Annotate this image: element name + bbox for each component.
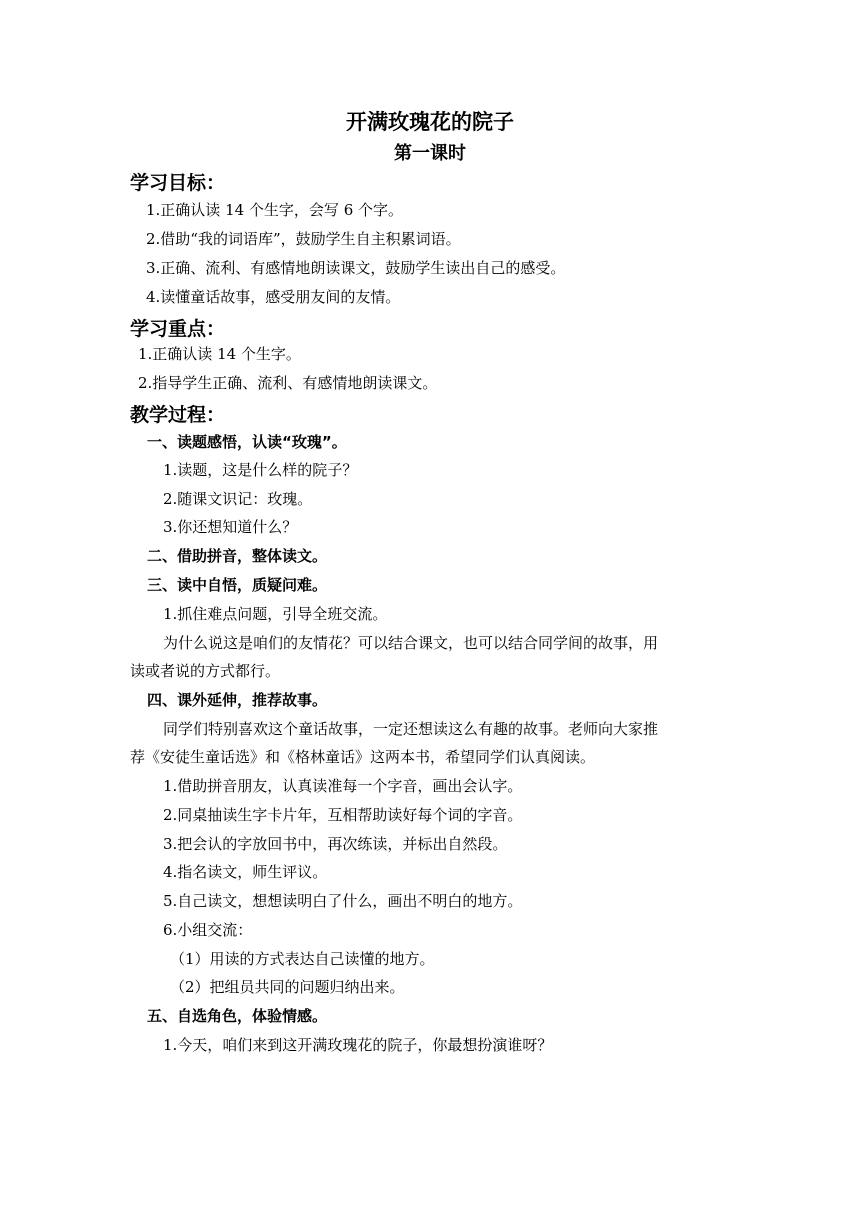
step-item: 2.随课文识记：玫瑰。	[163, 490, 313, 508]
objective-item: 2.借助“我的词语库”，鼓励学生自主积累词语。	[146, 230, 461, 248]
step-item: 1.今天，咱们来到这开满玫瑰花的院子，你最想扮演谁呀？	[163, 1036, 553, 1054]
objective-item: 4.读懂童话故事，感受朋友间的友情。	[146, 288, 401, 306]
step-item: 3.把会认的字放回书中，再次练读，并标出自然段。	[163, 835, 508, 853]
step-item: 1.读题，这是什么样的院子？	[163, 461, 358, 479]
section-title-3: 三、读中自悟，质疑问难。	[147, 576, 328, 594]
document-subtitle: 第一课时	[394, 143, 466, 164]
section-title-4: 四、课外延伸，推荐故事。	[147, 691, 328, 709]
paragraph-line: 荐《安徒生童话选》和《格林童话》这两本书，希望同学们认真阅读。	[130, 748, 596, 766]
step-item: 4.指名读文，师生评议。	[163, 863, 328, 881]
step-item: 1.抓住难点问题，引导全班交流。	[163, 605, 388, 623]
objective-item: 1.正确认读 14 个生字，会写 6 个字。	[146, 201, 404, 219]
section-title-2: 二、借助拼音，整体读文。	[147, 547, 328, 565]
objective-item: 3.正确、流利、有感情地朗读课文，鼓励学生读出自己的感受。	[146, 259, 566, 277]
paragraph-line: 读或者说的方式都行。	[130, 662, 281, 680]
section-title-1: 一、读题感悟，认读“玫瑰”。	[147, 433, 347, 451]
sub-item: （2）把组员共同的问题归纳出来。	[170, 978, 405, 996]
keypoint-item: 1.正确认读 14 个生字。	[138, 345, 301, 363]
document-title: 开满玫瑰花的院子	[346, 109, 514, 134]
process-heading: 教学过程：	[130, 404, 226, 426]
paragraph-line: 同学们特别喜欢这个童话故事，一定还想读这么有趣的故事。老师向大家推	[163, 720, 659, 738]
step-item: 2.同桌抽读生字卡片年，互相帮助读好每个词的字音。	[163, 806, 523, 824]
section-title-5: 五、自选角色，体验情感。	[147, 1007, 328, 1025]
objectives-heading: 学习目标：	[130, 172, 226, 194]
step-item: 5.自己读文，想想读明白了什么，画出不明白的地方。	[163, 892, 523, 910]
keypoint-item: 2.指导学生正确、流利、有感情地朗读课文。	[138, 374, 438, 392]
keypoints-heading: 学习重点：	[130, 318, 226, 340]
paragraph-line: 为什么说这是咱们的友情花？可以结合课文，也可以结合同学间的故事，用	[163, 634, 659, 652]
step-item: 6.小组交流：	[163, 921, 253, 939]
sub-item: （1）用读的方式表达自己读懂的地方。	[170, 950, 435, 968]
step-item: 3.你还想知道什么？	[163, 518, 298, 536]
step-item: 1.借助拼音朋友，认真读准每一个字音，画出会认字。	[163, 777, 523, 795]
